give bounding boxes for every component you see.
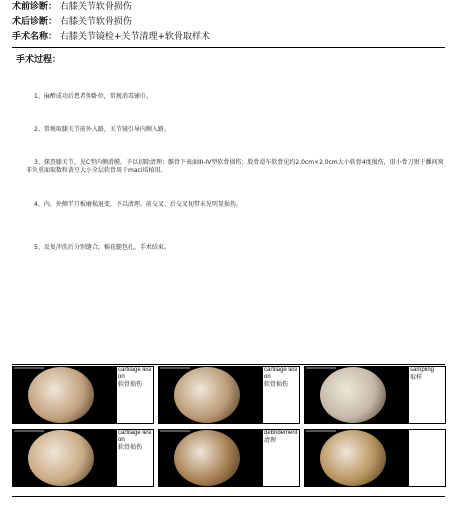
procedure-step-4: 4、内、外侧半月板磨损退变，予以清理。前交叉、后交叉韧带未见明显损伤。	[34, 201, 242, 208]
image-row-2	[12, 429, 445, 489]
arthroscopy-image	[158, 429, 262, 487]
header-divider	[12, 47, 445, 48]
caption-english: cartilage lesion	[118, 430, 152, 443]
image-caption-box	[262, 429, 300, 487]
caption-english: cartilage lesion	[264, 367, 298, 380]
image-caption-box	[116, 366, 154, 424]
image-caption-box	[408, 366, 446, 424]
preop-diagnosis-value: 右膝关节软骨损伤	[59, 2, 132, 12]
procedure-title: 手术过程：	[16, 55, 62, 65]
arthroscopy-image	[12, 429, 116, 487]
surgery-name-row	[12, 31, 210, 43]
surgery-name-value: 右膝关节镜检+关节清理+软骨取样术	[59, 32, 210, 42]
scope-view	[320, 430, 386, 486]
image-caption-box	[408, 429, 446, 487]
scope-view	[174, 367, 240, 423]
arthroscopy-image	[12, 366, 116, 424]
scope-view	[28, 430, 94, 486]
surgery-name-label: 手术名称：	[12, 32, 58, 42]
caption-chinese: 取样	[410, 374, 423, 381]
image-cell	[304, 366, 448, 426]
procedure-step-1: 1、麻醉成功后患者仰卧位，常规消毒铺巾。	[34, 93, 152, 100]
image-cell	[12, 366, 156, 426]
postop-diagnosis-value: 右膝关节软骨损伤	[59, 17, 132, 27]
scope-view	[28, 367, 94, 423]
scope-view	[320, 367, 386, 423]
postop-diagnosis-label: 术后诊断：	[12, 17, 58, 27]
image-row-1	[12, 366, 445, 426]
caption-chinese: 软骨损伤	[118, 444, 143, 451]
arthroscopy-image	[158, 366, 262, 424]
scope-view	[174, 430, 240, 486]
procedure-step-5: 5、反复冲洗后分别缝合，棉花腿包扎。手术结束。	[34, 244, 170, 251]
image-cell	[158, 429, 302, 489]
caption-english: debridement	[264, 430, 298, 436]
arthroscopy-image	[304, 429, 408, 487]
image-cell	[304, 429, 448, 489]
preop-diagnosis-row	[12, 1, 132, 13]
procedure-step-3: 3、探查膝关节，见C型内侧滑膜，予以切除清理；髌骨下表面III-IV型软骨损伤；股骨滑车软骨见约2.0cm×2.0cm大小软骨4度损伤，用小骨刀钳于髁间窝非负重面取数粒黄豆大小全层软骨用于maci培植用。	[26, 159, 444, 174]
image-cell	[12, 429, 156, 489]
caption-chinese: 软骨损伤	[264, 381, 289, 388]
procedure-step-2: 2、常规取膝关节前外入路，关节镜引导内侧入路。	[34, 126, 170, 133]
image-cell	[158, 366, 302, 426]
images-top-divider	[12, 364, 445, 365]
caption-english: sampling	[410, 367, 435, 373]
caption-english: cartilage lesion	[118, 367, 152, 380]
preop-diagnosis-label: 术前诊断：	[12, 2, 58, 12]
images-bottom-divider	[12, 496, 445, 497]
caption-chinese: 清理	[264, 437, 277, 444]
postop-diagnosis-row	[12, 16, 132, 28]
image-caption-box	[262, 366, 300, 424]
image-caption-box	[116, 429, 154, 487]
arthroscopy-image	[304, 366, 408, 424]
caption-chinese: 软骨损伤	[118, 381, 143, 388]
